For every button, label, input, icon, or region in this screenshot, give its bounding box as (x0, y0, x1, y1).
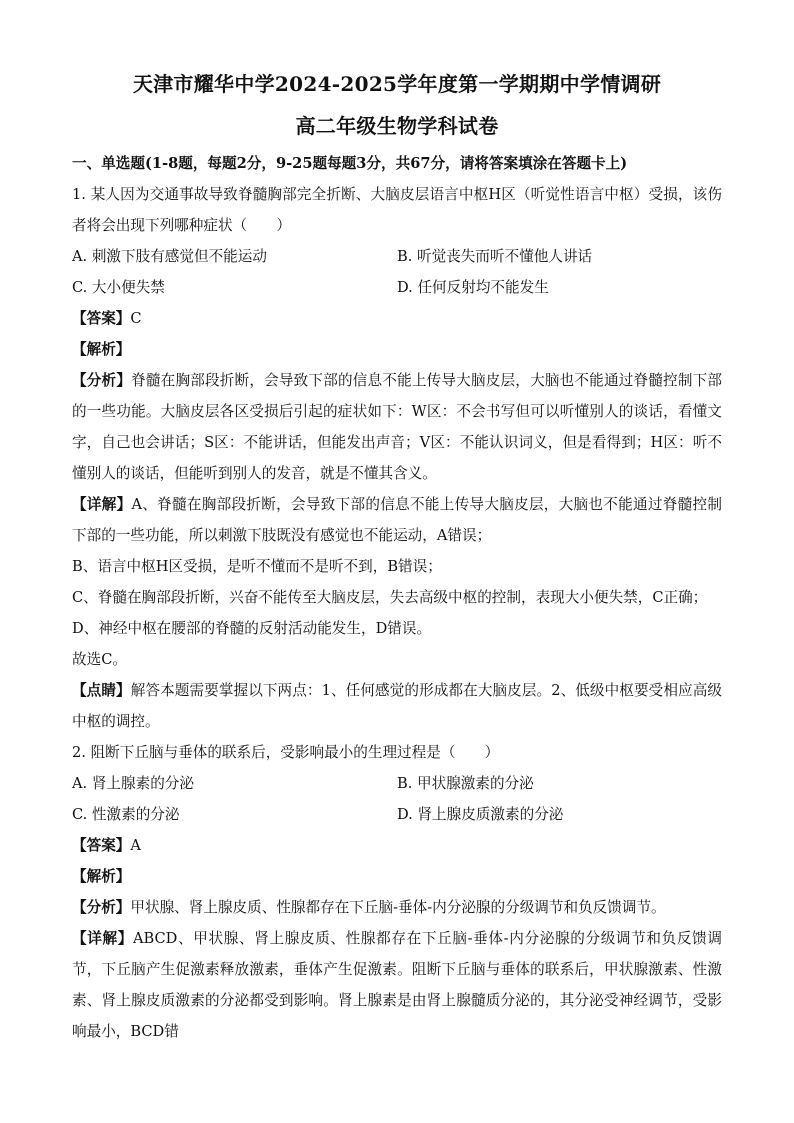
question-1-options (72, 241, 722, 303)
fenxi-text: 甲状腺、肾上腺皮质、性腺都存在下丘脑-垂体-内分泌腺的分级调节和负反馈调节。 (130, 899, 666, 916)
section-heading: 一、单选题(1-8题，每题2分，9-25题每题3分，共67分，请将答案填涂在答题卡上) (72, 155, 628, 172)
question-2-fenxi (72, 892, 722, 923)
question-2-option-b: B. 甲状腺激素的分泌 (397, 775, 534, 792)
answer-value: A (130, 837, 141, 854)
question-2-option-a: A. 肾上腺素的分泌 (72, 775, 194, 792)
question-1-option-c: C. 大小便失禁 (72, 279, 165, 296)
dianjing-tag: 【点睛】 (72, 682, 131, 699)
question-2-answer (72, 830, 722, 861)
answer-tag: 【答案】 (72, 310, 131, 327)
question-1-xiangjie-a (72, 489, 722, 551)
analysis-tag: 【解析】 (72, 868, 131, 885)
xiangjie-tag: 【详解】 (72, 496, 132, 513)
question-2-xiangjie (72, 923, 722, 1047)
xiangjie-text: ABCD、甲状腺、肾上腺皮质、性腺都存在下丘脑-垂体-内分泌腺的分级调节和负反馈调节，下丘脑产生促激素释放激素，垂体产生促激素。阻断下丘脑与垂体的联系后，甲状腺激素、性激素、肾上腺皮质激素的分泌都受到影响。肾上腺素是由肾上腺髓质分泌的，其分泌受神经调节，受影响最小，BCD错 (72, 930, 722, 1040)
question-1-xiangjie-c: C、脊髓在胸部段折断，兴奋不能传至大脑皮层，失去高级中枢的控制，表现大小便失禁，C正确； (72, 589, 708, 606)
question-1-xiangjie-b: B、语言中枢H区受损，是听不懂而不是听不到，B错误； (72, 558, 442, 575)
question-2-option-d: D. 肾上腺皮质激素的分泌 (397, 806, 564, 823)
question-2-option-c: C. 性激素的分泌 (72, 806, 180, 823)
question-1-conclusion: 故选C。 (72, 651, 127, 668)
question-1-dianjing (72, 675, 722, 737)
question-1-answer (72, 303, 722, 334)
question-1-analysis-label (72, 334, 722, 365)
question-2-options (72, 768, 722, 830)
question-2-analysis-label (72, 861, 722, 892)
answer-value: C (130, 310, 142, 327)
exam-subtitle: 高二年级生物学科试卷 (295, 114, 499, 138)
xiangjie-text: A、脊髓在胸部段折断，会导致下部的信息不能上传导大脑皮层，大脑也不能通过脊髓控制下部的一些功能，所以刺激下肢既没有感觉也不能运动，A错误； (72, 496, 722, 544)
xiangjie-tag: 【详解】 (72, 930, 133, 947)
dianjing-text: 解答本题需要掌握以下两点：1、任何感觉的形成都在大脑皮层。2、低级中枢要受相应高级中枢的调控。 (72, 682, 722, 730)
exam-title: 天津市耀华中学2024-2025学年度第一学期期中学情调研 (132, 72, 662, 96)
fenxi-tag: 【分析】 (72, 899, 131, 916)
answer-tag: 【答案】 (72, 837, 131, 854)
question-1-stem: 1. 某人因为交通事故导致脊髓胸部完全折断、大脑皮层语言中枢H区（听觉性语言中枢）受损，该伤者将会出现下列哪种症状（ ） (72, 186, 722, 234)
question-1-xiangjie-d: D、神经中枢在腰部的脊髓的反射活动能发生，D错误。 (72, 620, 432, 637)
question-1-option-b: B. 听觉丧失而听不懂他人讲话 (397, 248, 593, 265)
fenxi-text: 脊髓在胸部段折断，会导致下部的信息不能上传导大脑皮层，大脑也不能通过脊髓控制下部的一些功能。大脑皮层各区受损后引起的症状如下：W区：不会书写但可以听懂别人的谈话，看懂文字，自己也会讲话；S区：不能讲话，但能发出声音；V区：不能认识词义，但是看得到；H区：听不懂别人的谈话，但能听到别人的发音，就是不懂其含义。 (72, 372, 722, 482)
question-1-fenxi (72, 365, 722, 489)
fenxi-tag: 【分析】 (72, 372, 132, 389)
analysis-tag: 【解析】 (72, 341, 131, 358)
question-1-option-d: D. 任何反射均不能发生 (397, 279, 549, 296)
question-1-option-a: A. 刺激下肢有感觉但不能运动 (72, 248, 267, 265)
question-2-stem: 2. 阻断下丘脑与垂体的联系后，受影响最小的生理过程是（ ） (72, 744, 500, 761)
